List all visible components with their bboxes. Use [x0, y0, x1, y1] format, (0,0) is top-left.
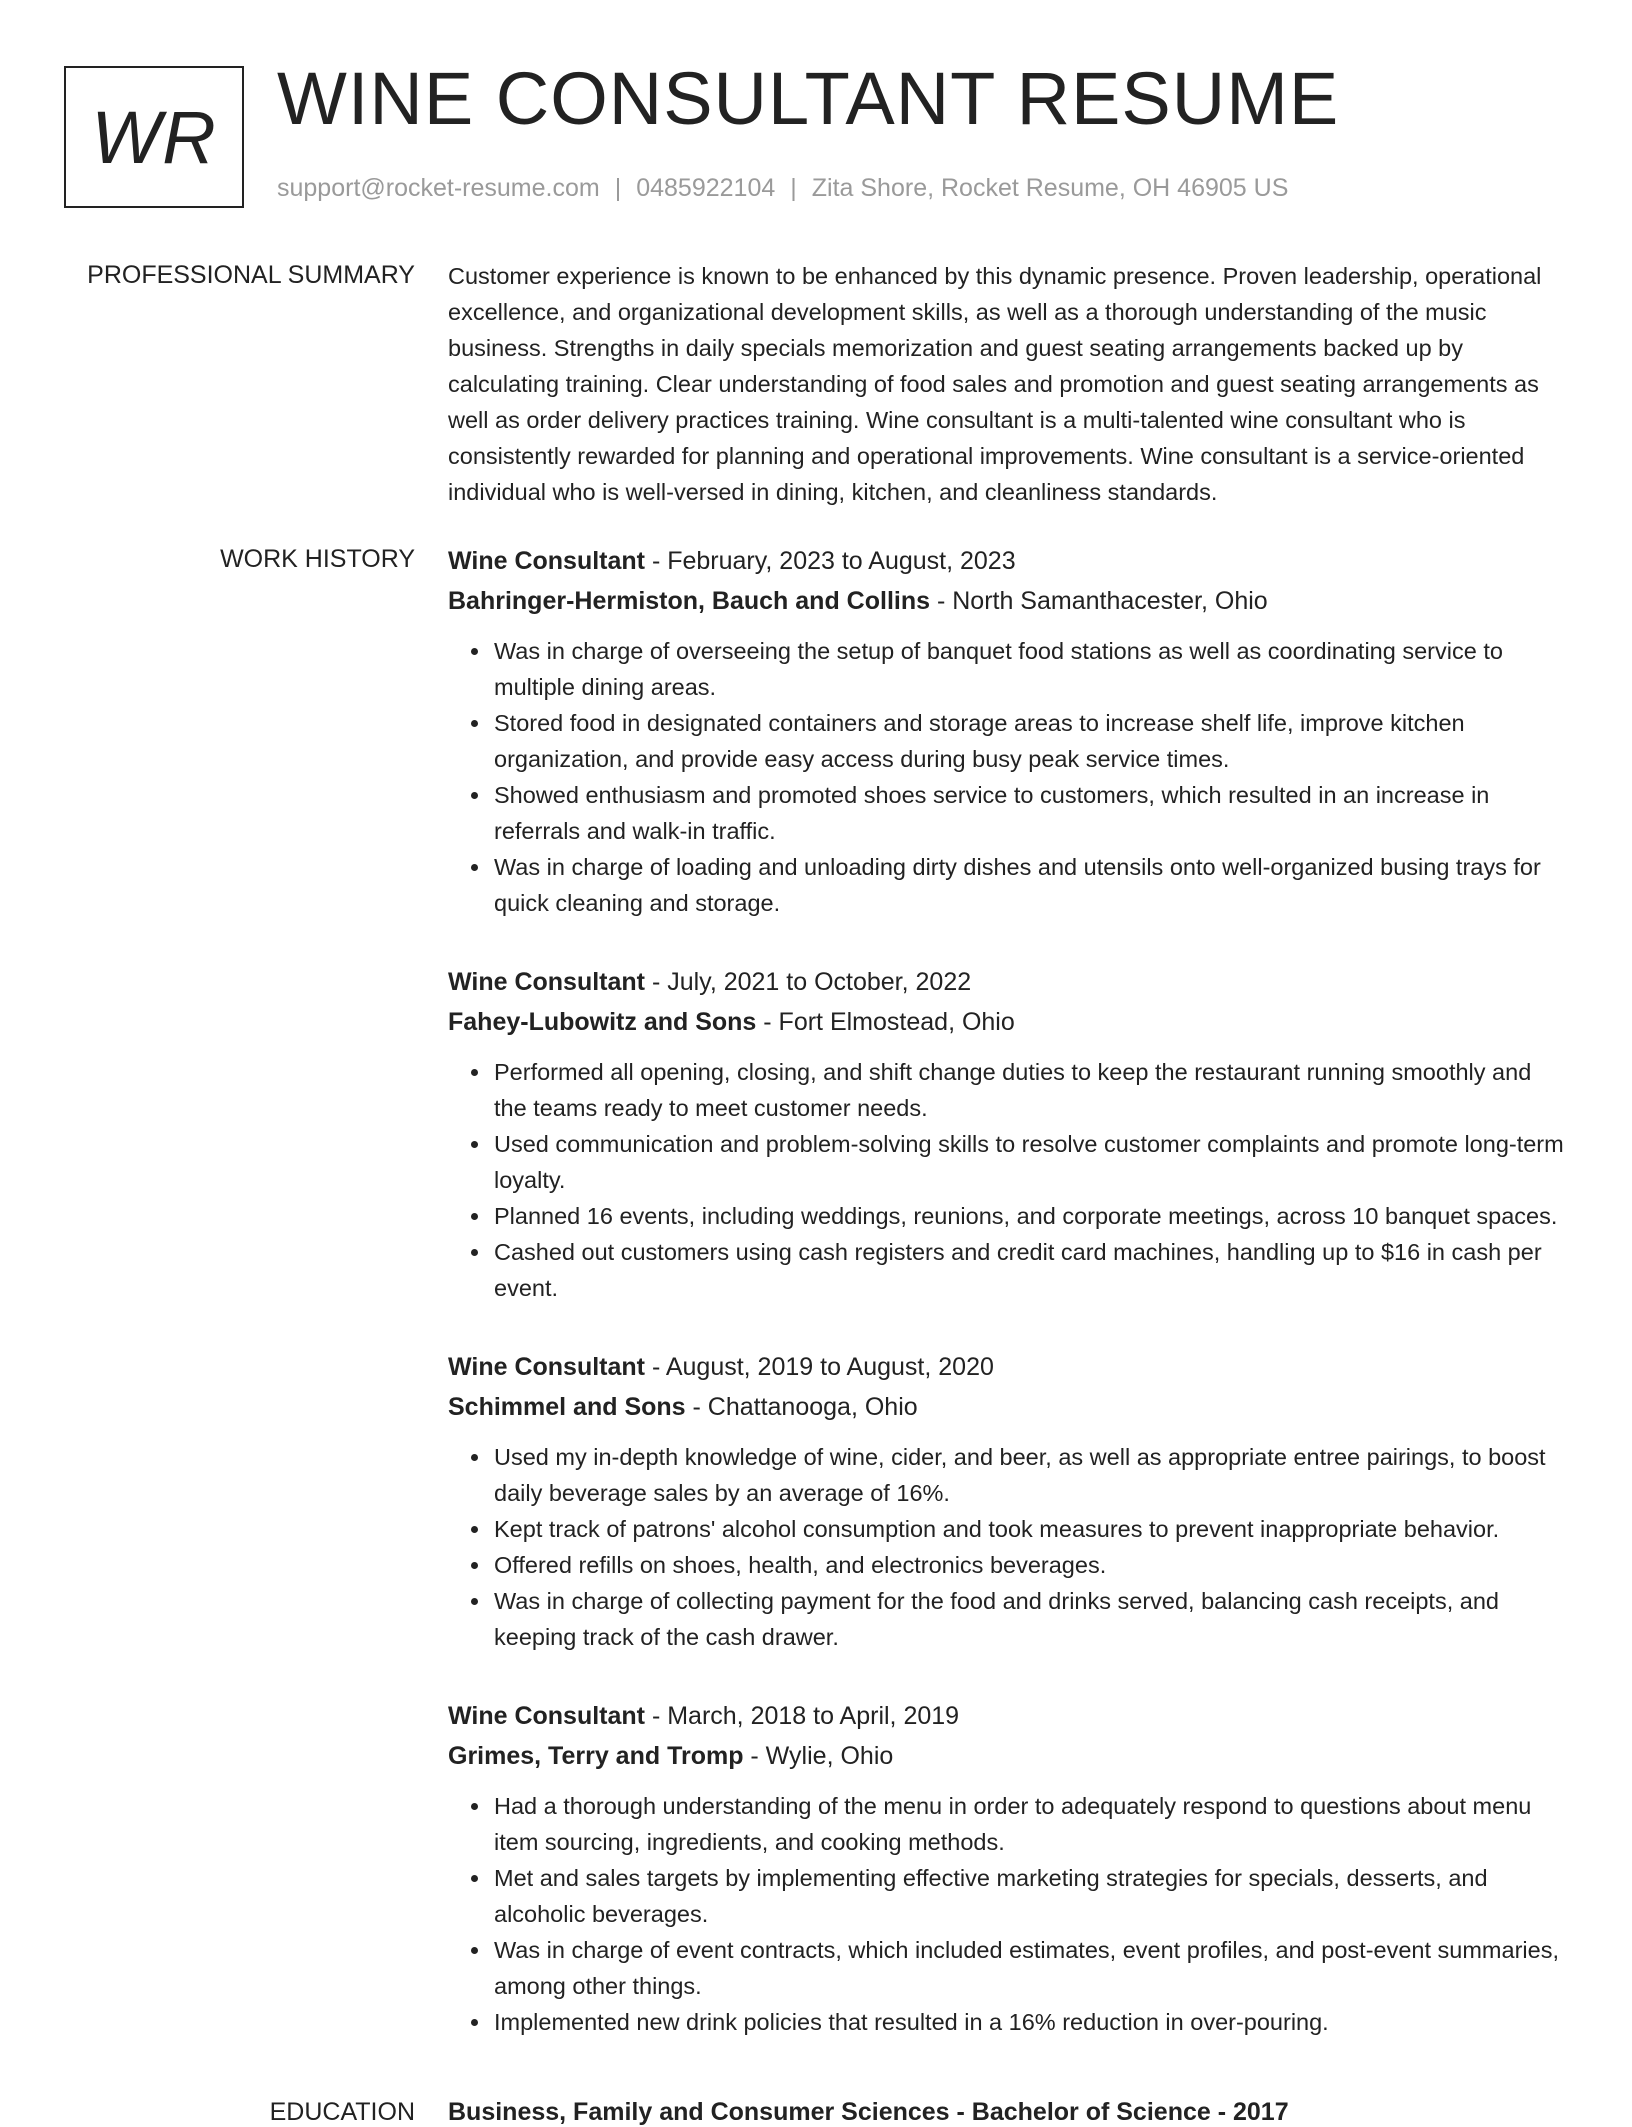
work-history-section [448, 541, 1570, 2081]
job-title: Wine Consultant [448, 1353, 645, 1381]
job-bullet: • Stored food in designated containers and storage areas to increase shelf life, improve kitchen organization, and provide easy access during busy peak service times. [492, 705, 1570, 777]
job-company: Bahringer-Hermiston, Bauch and Collins [448, 587, 931, 615]
job-title-line [448, 1696, 1570, 1736]
job-dates: - July, 2021 to October, 2022 [645, 968, 972, 996]
job-bullet: • Cashed out customers using cash registers and credit card machines, handling up to $16 in cash per event. [492, 1234, 1570, 1306]
job-company-line [448, 1002, 1570, 1042]
job-location: - North Samanthacester, Ohio [930, 587, 1268, 615]
job-entry [448, 962, 1570, 1306]
job-dates: - August, 2019 to August, 2020 [645, 1353, 994, 1381]
job-title-line [448, 962, 1570, 1002]
job-entry [448, 1347, 1570, 1655]
education-heading: EDUCATION [269, 2098, 415, 2126]
job-bullets [448, 1788, 1570, 2040]
contact-line [277, 174, 1288, 203]
job-bullet: • Met and sales targets by implementing effective marketing strategies for specials, desserts, and alcoholic beverages. [492, 1860, 1570, 1932]
job-bullet: • Used my in-depth knowledge of wine, cider, and beer, as well as appropriate entree pairings, to boost daily beverage sales by an average of 16%. [492, 1439, 1570, 1511]
job-bullet: • Used communication and problem-solving skills to resolve customer complaints and promote long-term loyalty. [492, 1126, 1570, 1198]
job-bullet: • Showed enthusiasm and promoted shoes service to customers, which resulted in an increase in referrals and walk-in traffic. [492, 777, 1570, 849]
job-title: Wine Consultant [448, 1702, 645, 1730]
job-company-line [448, 1736, 1570, 1776]
job-location: - Chattanooga, Ohio [685, 1393, 918, 1421]
job-title-line [448, 1347, 1570, 1387]
job-entry [448, 541, 1570, 921]
job-bullet: • Was in charge of overseeing the setup of banquet food stations as well as coordinating service to multiple dining areas. [492, 633, 1570, 705]
job-company-line [448, 581, 1570, 621]
job-title: Wine Consultant [448, 968, 645, 996]
job-bullet: • Was in charge of loading and unloading dirty dishes and utensils onto well-organized busing trays for quick cleaning and storage. [492, 849, 1570, 921]
contact-email[interactable]: support@rocket-resume.com [277, 174, 600, 202]
resume-title: WINE CONSULTANT RESUME [277, 57, 1340, 140]
job-bullet: • Planned 16 events, including weddings, reunions, and corporate meetings, across 10 banquet spaces. [492, 1198, 1570, 1234]
education-section [448, 2098, 1570, 2127]
job-bullet: • Was in charge of event contracts, which included estimates, event profiles, and post-event summaries, among other things. [492, 1932, 1570, 2004]
job-dates: - March, 2018 to April, 2019 [645, 1702, 960, 1730]
job-bullets [448, 1439, 1570, 1655]
contact-separator: | [614, 174, 622, 202]
summary-heading: PROFESSIONAL SUMMARY [87, 261, 415, 289]
job-company: Schimmel and Sons [448, 1393, 686, 1421]
contact-separator: | [790, 174, 797, 202]
summary-text: Customer experience is known to be enhanced by this dynamic presence. Proven leadership, operational excellence, and organizational development skills, as well as a thorough understanding of the music business. Strengths in daily specials memorization and guest seating arrangements backed up by calculating training. Clear understanding of food sales and promotion and guest seating arrangements as well as order delivery practices training. Wine consultant is a multi-talented wine consultant who is consistently rewarded for planning and operational improvements. Wine consultant is a service-oriented individual who is well-versed in dining, kitchen, and cleanliness standards. [448, 263, 1542, 505]
job-location: - Fort Elmostead, Ohio [756, 1008, 1015, 1036]
job-bullet: • Had a thorough understanding of the menu in order to adequately respond to questions about menu item sourcing, ingredients, and cooking methods. [492, 1788, 1570, 1860]
job-bullet: • Performed all opening, closing, and shift change duties to keep the restaurant running smoothly and the teams ready to meet customer needs. [492, 1054, 1570, 1126]
job-company: Fahey-Lubowitz and Sons [448, 1008, 757, 1036]
summary-section [448, 258, 1570, 510]
job-company-line [448, 1387, 1570, 1427]
job-entry [448, 1696, 1570, 2040]
job-title-line [448, 541, 1570, 581]
job-title: Wine Consultant [448, 547, 645, 575]
job-bullet: • Implemented new drink policies that resulted in a 16% reduction in over-pouring. [492, 2004, 1570, 2040]
job-company: Grimes, Terry and Tromp [448, 1742, 744, 1770]
job-bullets [448, 1054, 1570, 1306]
job-bullet: • Kept track of patrons' alcohol consumption and took measures to prevent inappropriate behavior. [492, 1511, 1570, 1547]
job-bullets [448, 633, 1570, 921]
job-location: - Wylie, Ohio [743, 1742, 894, 1770]
education-degree: Business, Family and Consumer Sciences - Bachelor of Science - 2017 [448, 2098, 1289, 2126]
job-bullet: • Offered refills on shoes, health, and electronics beverages. [492, 1547, 1570, 1583]
monogram-logo: WR [64, 66, 244, 208]
contact-phone[interactable]: 0485922104 [636, 174, 776, 202]
job-bullet: • Was in charge of collecting payment for the food and drinks served, balancing cash receipts, and keeping track of the cash drawer. [492, 1583, 1570, 1655]
contact-address: Zita Shore, Rocket Resume, OH 46905 US [811, 174, 1289, 202]
work-history-heading: WORK HISTORY [220, 545, 415, 573]
job-dates: - February, 2023 to August, 2023 [645, 547, 1016, 575]
